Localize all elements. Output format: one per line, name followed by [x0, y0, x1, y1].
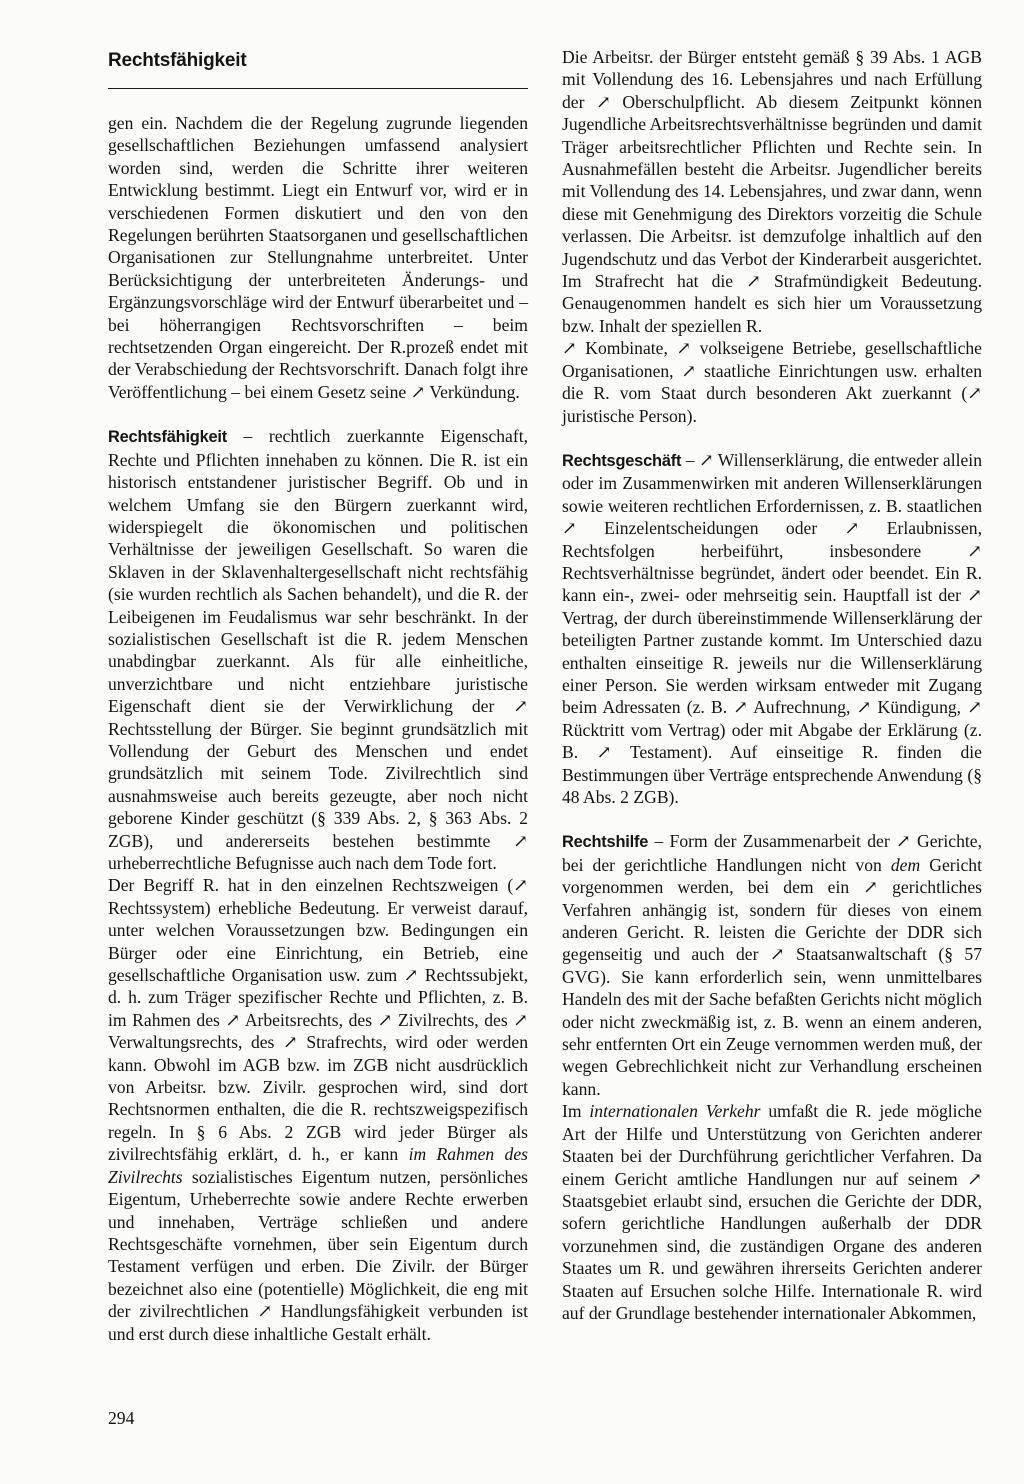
left-column — [108, 112, 528, 1345]
entry-text: – rechtlich zuerkannte Eigenschaft, Rechte und Pflichten innehaben zu können. Die R. ist ein historisch entstandener juristischer Begriff. Ob und in welchem Umfang sie den Bürgern zuerkannt wird, widerspiegelt die ökonomischen und politischen Verhältnisse der jeweiligen Gesellschaft. So waren die Sklaven in der Sklavenhaltergesellschaft nicht rechtsfähig (sie wurden rechtlich als Sachen behandelt), und die R. der Leibeigenen im Feudalismus war sehr beschränkt. In der sozialistischen Gesellschaft ist die R. jedem Menschen unabdingbar zuerkannt. Als für alle einheitliche, unverzichtbare und nicht entziehbare juristische Eigenschaft dient sie der Verwirklichung der ↗ Rechtsstellung der Bürger. Sie beginnt grundsätzlich mit Vollendung der Geburt des Menschen und endet grundsätzlich mit seinem Tode. Zivilrechtlich sind ausnahmsweise auch bereits gezeugte, aber noch nicht geborene Kinder geschützt (§ 339 Abs. 2, § 363 Abs. 2 ZGB), und andererseits bestehen bestimmte ↗ urheberrechtliche Befugnisse auch nach dem Tode fort. — [108, 426, 528, 873]
entry-text: Im — [562, 1101, 590, 1122]
entry-paragraph — [108, 874, 528, 1345]
continuation-paragraph: ↗ Kombinate, ↗ volkseigene Betriebe, gesellschaftliche Organisationen, ↗ staatliche Einrichtungen usw. erhalten die R. vom Staat durch besonderen Akt zuerkannt (↗ juristische Person). — [562, 338, 982, 426]
entry-term: Rechtshilfe — [562, 833, 649, 852]
page-number: 294 — [108, 1408, 135, 1428]
entry-text: umfaßt die R. jede mögliche Art der Hilfe und Unterstützung von Gerichten anderer Staaten bei der Durchführung gerichtlicher Verfahren. Da einem Gericht amtliche Handlungen nur auf seinem ↗ Staatsgebiet erlaubt sind, ersuchen die Gerichte der DDR, sofern gerichtliche Handlungen außerhalb der DDR vorzunehmen sind, die zuständigen Organe des anderen Staates um R. und gewähren ihrerseits Gerichten anderer Staaten auf Ersuchen solche Hilfe. Internationale R. wird auf der Grundlage bestehender internationaler Abkommen, — [562, 1101, 982, 1323]
continuation-paragraph: Die Arbeitsr. der Bürger entsteht gemäß § 39 Abs. 1 AGB mit Vollendung des 16. Lebensjahres und nach Erfüllung der ↗ Oberschulpflicht. Ab diesem Zeitpunkt können Jugendliche Arbeitsrechtsverhältnisse begründen und damit Träger arbeitsrechtlicher Pflichten und Rechte sein. In Ausnahmefällen besteht die Arbeitsr. Jugendlicher bereits mit Vollendung des 14. Lebensjahres, und zwar dann, wenn diese mit Genehmigung des Direktors vorzeitig die Schule verlassen. Die Arbeitsr. ist demzufolge inhaltlich auf den Jugendschutz und das Verbot der Kinderarbeit ausgerichtet. Im Strafrecht hat die ↗ Strafmündigkeit Bedeutung. Genaugenommen handelt es sich hier um Voraussetzung bzw. Inhalt der speziellen R. — [562, 47, 982, 336]
entry-term: Rechtsgeschäft — [562, 451, 682, 470]
italic-emphasis: im Rahmen des Zivilrechts — [108, 1144, 528, 1187]
italic-emphasis: dem — [890, 854, 921, 875]
entry-rechtshilfe — [562, 830, 982, 1100]
entry-paragraph — [562, 1100, 982, 1324]
italic-emphasis: internationalen Verkehr — [589, 1101, 761, 1122]
entry-text: – ↗ Willenserklärung, die entweder allein oder im Zusammenwirken mit anderen Willenserklärungen sowie weiteren rechtlichen Erfordernissen, z. B. staatlichen ↗ Einzelentscheidungen oder ↗ Erlaubnissen, Rechtsfolgen herbeiführt, insbesondere ↗ Rechtsverhältnisse begründet, ändert oder beendet. Ein R. kann ein-, zwei- oder mehrseitig sein. Hauptfall ist der ↗ Vertrag, der durch übereinstimmende Willenserklärung der beteiligten Partner zustande kommt. Im Unterschied dazu enthalten einseitige R. jeweils nur die Willenserklärung einer Person. Sie werden wirksam entweder mit Zugang beim Adressaten (z. B. ↗ Aufrechnung, ↗ Kündigung, ↗ Rücktritt vom Vertrag) oder mit Abgabe der Erklärung (z. B. ↗ Testament). Auf einseitige R. finden die Bestimmungen über Verträge entsprechende Anwendung (§ 48 Abs. 2 ZGB). — [562, 449, 982, 807]
entry-text: Der Begriff R. hat in den einzelnen Rechtszweigen (↗ Rechtssystem) erhebliche Bedeutung. Er verweist darauf, unter welchen Voraussetzungen bzw. Bedingungen ein Bürger oder eine Einrichtung, ein Betrieb, eine gesellschaftliche Organisation usw. zum ↗ Rechtssubjekt, d. h. zum Träger spezifischer Rechte und Pflichten, z. B. im Rahmen des ↗ Arbeitsrechts, des ↗ Zivilrechts, des ↗ Verwaltungsrechts, des ↗ Strafrechts, wird oder werden kann. Obwohl im AGB bzw. im ZGB nicht ausdrücklich von Arbeitsr. bzw. Zivilr. gesprochen wird, sind dort Rechtsnormen enthalten, die die R. rechtszweigspezifisch regeln. In § 6 Abs. 2 ZGB wird jeder Bürger als zivilrechtsfähig erklärt, d. h., er kann — [108, 875, 528, 1165]
running-head: Rechtsfähigkeit — [108, 50, 247, 71]
entry-text: sozialistisches Eigentum nutzen, persönliches Eigentum, Urheberrechte sowie andere Rechte erwerben und innehaben, Verträge schließen und andere Rechtsgeschäfte vornehmen, über sein Eigentum durch Testament verfügen und erben. Die Zivilr. der Bürger bezeichnet also eine (potentielle) Möglichkeit, die eng mit der zivilrechtlichen ↗ Handlungsfähigkeit verbunden ist und erst durch diese inhaltliche Gestalt erhält. — [108, 1166, 528, 1344]
entry-term: Rechtsfähigkeit — [108, 428, 228, 447]
entry-text: Gericht vorgenommen werden, bei dem ein ↗ gerichtliches Verfahren anhängig ist, sondern für dieses von einem anderen Gericht. R. leisten die Gerichte der DDR sich gegenseitig und auch der ↗ Staatsanwaltschaft (§ 57 GVG). Sie kann erforderlich sein, wenn unmittelbares Handeln des mit der Sache befaßten Gerichts nicht möglich oder nicht zweckmäßig ist, z. B. wenn an einem anderen, sehr entfernten Ort ein Zeuge vernommen werden muß, der wegen Gebrechlichkeit nicht zur Verhandlung erscheinen kann. — [562, 854, 982, 1099]
entry-text: – Form der Zusammenarbeit der ↗ Gerichte, bei der gerichtliche Handlungen nicht von — [562, 831, 982, 875]
right-column — [562, 46, 982, 1324]
entry-rechtsfaehigkeit — [108, 425, 528, 874]
header-rule — [108, 88, 528, 89]
entry-rechtsgeschaeft — [562, 449, 982, 809]
intro-continuation: gen ein. Nachdem die der Regelung zugrunde liegenden gesellschaftlichen Beziehungen umfassend analysiert worden sind, werden die Schritte ihrer weiteren Entwicklung bestimmt. Liegt ein Entwurf vor, wird er in verschiedenen Formen diskutiert und den von den Regelungen berührten Staatsorganen und gesellschaftlichen Organisationen zur Stellungnahme unterbreitet. Unter Berücksichtigung der unterbreiteten Änderungs- und Ergänzungsvorschläge wird der Entwurf überarbeitet und – bei höherrangigen Rechtsvorschriften – beim rechtsetzenden Organ eingereicht. Der R.prozeß endet mit der Verabschiedung der Rechtsvorschrift. Danach folgt ihre Veröffentlichung – bei einem Gesetz seine ↗ Verkündung. — [108, 113, 528, 402]
